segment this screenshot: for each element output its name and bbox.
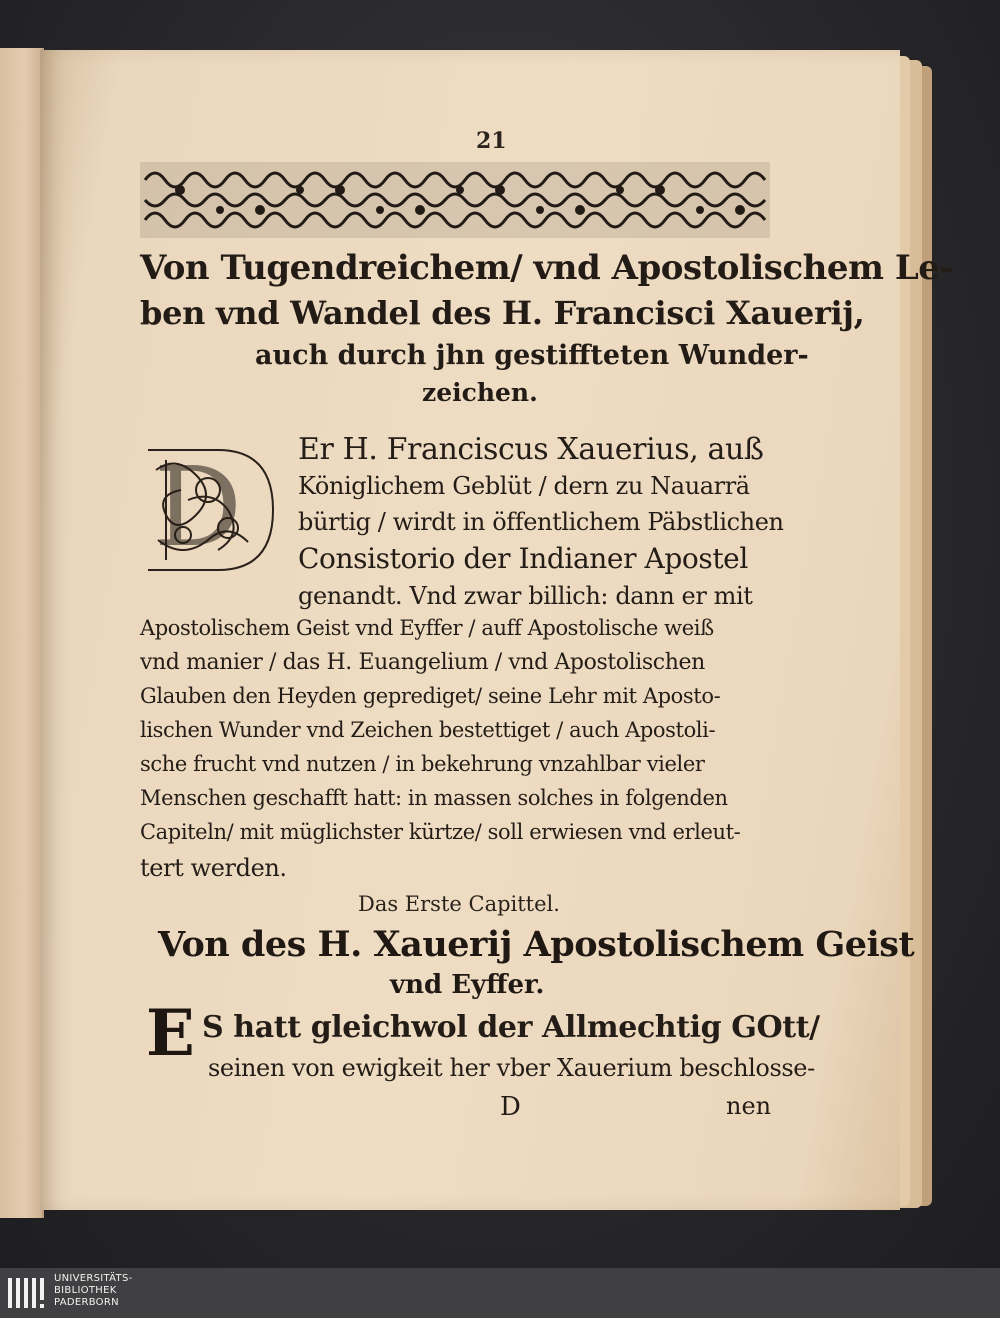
body-line: Consistorio der Indianer Apostel — [298, 542, 748, 575]
title-line: ben vnd Wandel des H. Francisci Xauerij, — [140, 294, 865, 332]
signature-mark: D — [500, 1092, 521, 1122]
title-line: Von Tugendreichem/ vnd Apostolischem Le- — [140, 248, 953, 288]
body-line: sche frucht vnd nutzen / in bekehrung vnzahlbar vieler — [140, 752, 705, 776]
body-line: vnd manier / das H. Euangelium / vnd Apostolischen — [140, 650, 705, 675]
body-line: lischen Wunder vnd Zeichen bestettiget / auch Apostoli- — [140, 718, 716, 742]
decorated-initial — [138, 440, 288, 580]
library-name-line: BIBLIOTHEK — [54, 1285, 117, 1296]
body-line: genandt. Vnd zwar billich: dann er mit — [298, 582, 753, 610]
body-line: Capiteln/ mit müglichster kürtze/ soll erwiesen vnd erleut- — [140, 820, 741, 844]
library-logo-icon — [6, 1274, 46, 1312]
ornamental-band — [140, 160, 770, 240]
chapter-title-line: Von des H. Xauerij Apostolischem Geist — [158, 924, 915, 965]
chapter-label: Das Erste Capittel. — [358, 892, 560, 916]
body-line: Glauben den Heyden geprediget/ seine Lehr mit Aposto- — [140, 684, 721, 708]
library-name — [54, 1273, 133, 1309]
chapter-title-line: vnd Eyffer. — [390, 970, 545, 1000]
body-line: Er H. Franciscus Xauerius, auß — [298, 432, 764, 467]
initial-letter: D — [153, 443, 243, 571]
body-line: bürtig / wirdt in öffentlichem Päbstlichen — [298, 508, 784, 536]
library-name-line: UNIVERSITÄTS- — [54, 1273, 133, 1284]
body-line: Menschen geschafft hatt: in massen solches in folgenden — [140, 786, 728, 810]
body-line: Königlichem Geblüt / dern zu Nauarrä — [298, 472, 750, 500]
chapter-text-line: S hatt gleichwol der Allmechtig GOtt/ — [202, 1010, 820, 1045]
body-line: tert werden. — [140, 854, 287, 882]
book-page — [40, 50, 953, 1210]
title-line: auch durch jhn gestiffteten Wunder- — [255, 340, 809, 371]
chapter-initial: E — [146, 996, 195, 1071]
catchword: nen — [726, 1092, 772, 1120]
title-line: zeichen. — [422, 378, 538, 407]
verso-page-edge — [0, 48, 44, 1218]
footer-bar — [0, 1268, 1000, 1318]
chapter-text-line: seinen von ewigkeit her vber Xauerium beschlosse- — [208, 1054, 815, 1082]
page-number: 21 — [476, 128, 507, 154]
library-name-line: PADERBORN — [54, 1297, 119, 1308]
body-line: Apostolischem Geist vnd Eyffer / auff Apostolische weiß — [140, 616, 714, 640]
